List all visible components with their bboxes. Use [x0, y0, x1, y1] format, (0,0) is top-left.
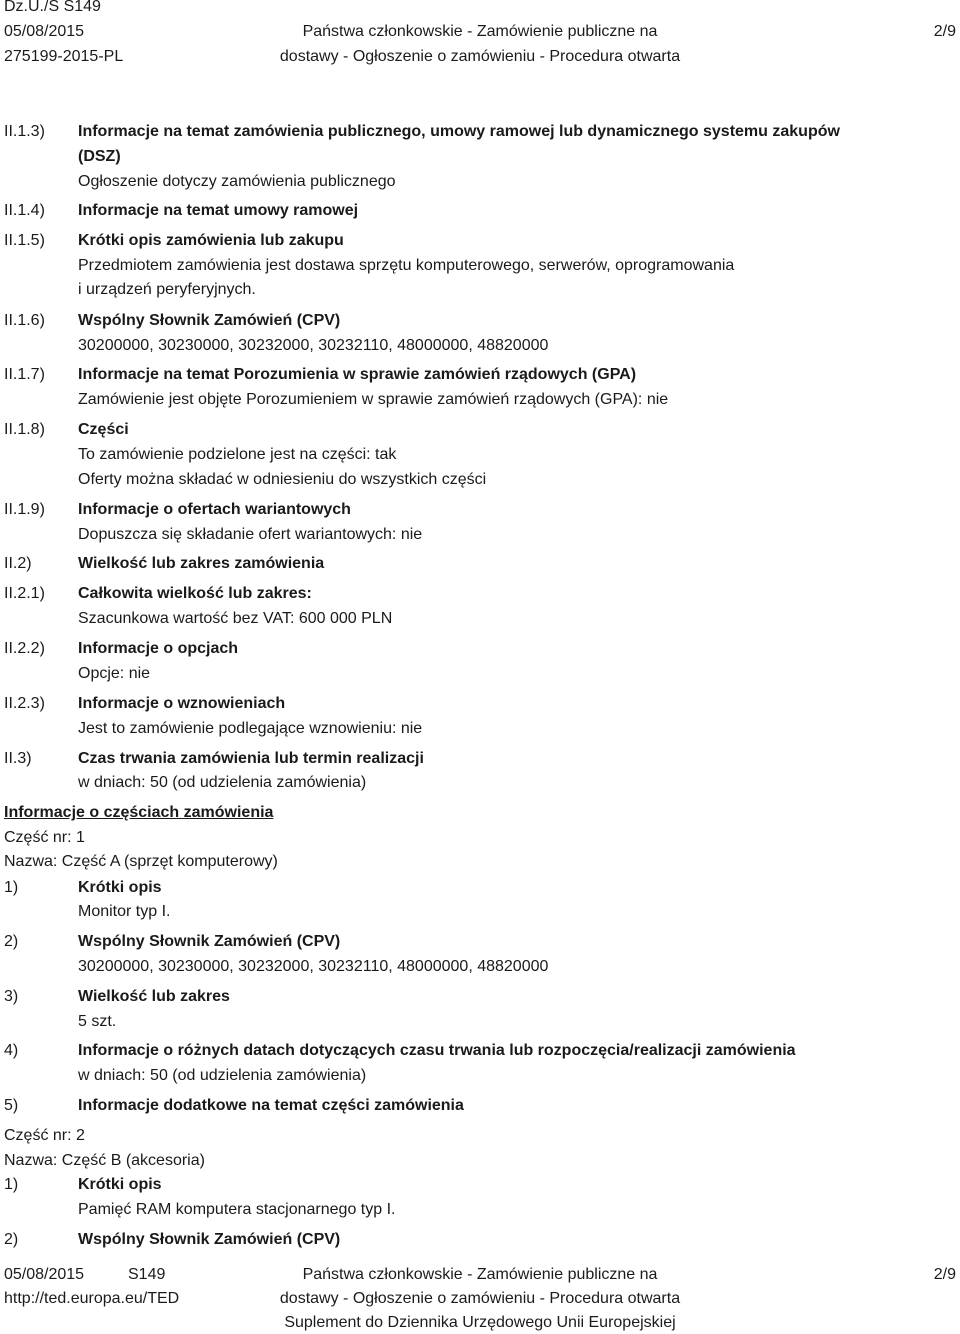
part-item-number: 2) [4, 933, 19, 950]
section-heading: Wielkość lub zakres zamówienia [78, 555, 325, 572]
section-number: II.1.8) [4, 421, 45, 438]
section-number: II.1.6) [4, 312, 45, 329]
section-number: II.2.1) [4, 585, 45, 602]
part-item-text: Monitor typ I. [78, 903, 171, 920]
footer-title-line1: Państwa członkowskie - Zamówienie publiczne na [302, 1266, 658, 1283]
part-item-heading: Wspólny Słownik Zamówień (CPV) [78, 933, 341, 950]
section-heading: Informacje na temat zamówienia publicznego, umowy ramowej lub dynamicznego systemu zakupów [78, 123, 840, 140]
part-item-text: Pamięć RAM komputera stacjonarnego typ I. [78, 1201, 396, 1218]
part-item-heading: Krótki opis [78, 879, 162, 896]
section-text: Zamówienie jest objęte Porozumieniem w sprawie zamówień rządowych (GPA): nie [78, 391, 669, 408]
section-number: II.1.5) [4, 232, 45, 249]
section-number: II.1.4) [4, 202, 45, 219]
header-title-line1: Państwa członkowskie - Zamówienie publiczne na [302, 23, 658, 40]
section-number: II.2) [4, 555, 32, 572]
part-item-heading: Informacje dodatkowe na temat części zamówienia [78, 1097, 464, 1114]
footer-issue: S149 [128, 1266, 166, 1283]
part-item-heading: Informacje o różnych datach dotyczących czasu trwania lub rozpoczęcia/realizacji zamówienia [78, 1042, 796, 1059]
section-text: Dopuszcza się składanie ofert wariantowych: nie [78, 526, 423, 543]
footer-date: 05/08/2015 [4, 1266, 85, 1283]
footer-page-number: 2/9 [933, 1266, 956, 1283]
part-item-text: 5 szt. [78, 1013, 117, 1030]
parts-heading: Informacje o częściach zamówienia [4, 804, 274, 821]
section-heading: Informacje o wznowieniach [78, 695, 286, 712]
section-text: 30200000, 30230000, 30232000, 30232110, 48000000, 48820000 [78, 337, 549, 354]
footer-title-line2: dostawy - Ogłoszenie o zamówieniu - Procedura otwarta [279, 1290, 681, 1307]
section-heading: Części [78, 421, 129, 438]
part-number: Część nr: 2 [4, 1127, 85, 1144]
part-name: Nazwa: Część A (sprzęt komputerowy) [4, 853, 278, 870]
footer-title-line3: Suplement do Dziennika Urzędowego Unii Europejskiej [284, 1314, 676, 1331]
section-heading: Informacje o opcjach [78, 640, 239, 657]
section-heading: Całkowita wielkość lub zakres: [78, 585, 312, 602]
section-text: Przedmiotem zamówienia jest dostawa sprzętu komputerowego, serwerów, oprogramowania [78, 257, 735, 274]
header-page-number: 2/9 [933, 23, 956, 40]
section-number: II.2.3) [4, 695, 45, 712]
section-heading: Krótki opis zamówienia lub zakupu [78, 232, 344, 249]
header-date: 05/08/2015 [4, 23, 85, 40]
section-number: II.2.2) [4, 640, 45, 657]
section-heading: Czas trwania zamówienia lub termin realizacji [78, 750, 424, 767]
part-name: Nazwa: Część B (akcesoria) [4, 1152, 205, 1169]
section-heading-cont: (DSZ) [78, 148, 121, 165]
section-heading: Informacje na temat umowy ramowej [78, 202, 359, 219]
part-item-number: 3) [4, 988, 19, 1005]
section-heading: Wspólny Słownik Zamówień (CPV) [78, 312, 341, 329]
journal-ref: Dz.U./S S149 [4, 0, 101, 15]
footer-url: http://ted.europa.eu/TED [4, 1290, 180, 1307]
section-text: To zamówienie podzielone jest na części: tak [78, 446, 397, 463]
section-text: Jest to zamówienie podlegające wznowieniu: nie [78, 720, 423, 737]
part-item-number: 4) [4, 1042, 19, 1059]
part-item-heading: Wspólny Słownik Zamówień (CPV) [78, 1231, 341, 1248]
part-item-number: 1) [4, 1176, 19, 1193]
part-item-number: 5) [4, 1097, 19, 1114]
part-item-number: 1) [4, 879, 19, 896]
section-text: Ogłoszenie dotyczy zamówienia publicznego [78, 173, 396, 190]
section-text: Szacunkowa wartość bez VAT: 600 000 PLN [78, 610, 393, 627]
section-text: Opcje: nie [78, 665, 151, 682]
section-number: II.3) [4, 750, 32, 767]
section-number: II.1.3) [4, 123, 45, 140]
header-title-line2: dostawy - Ogłoszenie o zamówieniu - Procedura otwarta [279, 48, 681, 65]
part-item-text: 30200000, 30230000, 30232000, 30232110, 48000000, 48820000 [78, 958, 549, 975]
part-number: Część nr: 1 [4, 829, 85, 846]
section-text-cont: Oferty można składać w odniesieniu do wszystkich części [78, 471, 487, 488]
section-text: w dniach: 50 (od udzielenia zamówienia) [78, 774, 367, 791]
part-item-heading: Krótki opis [78, 1176, 162, 1193]
part-item-heading: Wielkość lub zakres [78, 988, 230, 1005]
section-heading: Informacje na temat Porozumienia w sprawie zamówień rządowych (GPA) [78, 366, 637, 383]
part-item-number: 2) [4, 1231, 19, 1248]
section-text-cont: i urządzeń peryferyjnych. [78, 281, 256, 298]
section-number: II.1.7) [4, 366, 45, 383]
section-heading: Informacje o ofertach wariantowych [78, 501, 351, 518]
part-item-text: w dniach: 50 (od udzielenia zamówienia) [78, 1067, 367, 1084]
section-number: II.1.9) [4, 501, 45, 518]
notice-id: 275199-2015-PL [4, 48, 124, 65]
